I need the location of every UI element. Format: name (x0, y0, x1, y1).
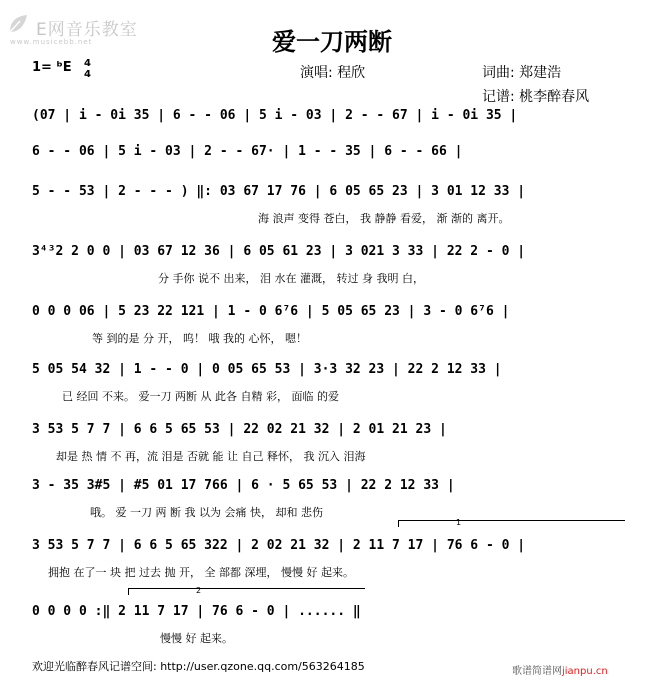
footer-site-badge (512, 662, 608, 677)
lyric-line-5: 却是 热 情 不 再，流 泪是 否就 能 让 自己 释怀， 我 沉入 泪海 (56, 450, 366, 463)
music-line-10: 0 0 0 0 :‖ 2 11 7 17 | 76 6 - 0 | ...... ‖ (32, 604, 361, 619)
lyric-line-4: 已 经回 不来。 爱一刀 两断 从 此各 自精 彩， 面临 的爱 (62, 390, 339, 403)
music-line-7: 3 53 5 7 7 | 6 6 5 65 53 | 22 02 21 32 | 2 01 21 23 | (32, 422, 447, 437)
lyric-line-6: 哦。 爱 一刀 两 断 我 以为 会痛 快， 却和 悲伤 (90, 506, 323, 519)
music-line-1: (07 | i - 0i 35 | 6 - - 06 | 5 i - 03 | 2 - - 67 | i - 0i 35 | (32, 108, 518, 123)
volta-2-bracket (128, 588, 365, 595)
music-line-9: 3 53 5 7 7 | 6 6 5 65 322 | 2 02 21 32 | 2 11 7 17 | 76 6 - 0 | (32, 538, 526, 553)
meter-bottom: 4 (84, 69, 91, 80)
key-signature: 1= ᵇE (32, 60, 72, 75)
composer-credit: 词曲: 郑建浩 (482, 65, 562, 81)
watermark-text: E网音乐教室 (36, 20, 138, 40)
music-line-5: 0 0 0 06 | 5 23 22 121 | 1 - 0 6⁷6 | 5 05 65 23 | 3 - 0 6⁷6 | (32, 304, 510, 319)
singer-credit: 演唱: 程欣 (300, 65, 366, 81)
music-line-3: 5 - - 53 | 2 - - - ) ‖: 03 67 17 76 | 6 05 65 23 | 3 01 12 33 | (32, 184, 526, 199)
music-line-8: 3 - 35 3#5 | #5 01 17 766 | 6 · 5 65 53 | 22 2 12 33 | (32, 478, 455, 493)
volta-1-label: 1 (456, 518, 462, 527)
volta-1-bracket (398, 520, 625, 527)
volta-2-label: 2 (196, 586, 202, 595)
song-title: 爱一刀两断 (272, 28, 392, 56)
music-line-4: 3⁴³2 2 0 0 | 03 67 12 36 | 6 05 61 23 | 3 021 3 33 | 22 2 - 0 | (32, 244, 526, 259)
lyric-line-3: 等 到的是 分 开， 呜！ 哦 我的 心怀， 嗯！ (92, 332, 307, 345)
time-signature (84, 58, 91, 80)
transcriber-credit: 记谱: 桃李醉春风 (482, 89, 590, 105)
footer-site-prefix: 歌谱简谱网 (512, 666, 562, 677)
watermark-url: www.musicebb.net (10, 38, 93, 46)
footer-site-domain: jianpu.cn (562, 666, 608, 677)
lyric-line-2: 分 手你 说不 出来， 泪 水在 灌溉， 转过 身 我明 白， (158, 272, 424, 285)
music-line-2: 6 - - 06 | 5 i - 03 | 2 - - 67· | 1 - - 35 | 6 - - 66 | (32, 144, 463, 159)
lyric-line-1: 海 浪声 变得 苍白， 我 静静 看爱， 渐 渐的 离开。 (258, 212, 510, 225)
lyric-line-8: 慢慢 好 起来。 (160, 632, 233, 645)
music-line-6: 5 05 54 32 | 1 - - 0 | 0 05 65 53 | 3·3 32 23 | 22 2 12 33 | (32, 362, 502, 377)
meter-top: 4 (84, 58, 91, 69)
footer-credit: 欢迎光临醉春风记谱空间: http://user.qzone.qq.com/563264185 (32, 660, 365, 673)
lyric-line-7: 拥抱 在了一 块 把 过去 抛 开， 全 部都 深埋， 慢慢 好 起来。 (48, 566, 354, 579)
